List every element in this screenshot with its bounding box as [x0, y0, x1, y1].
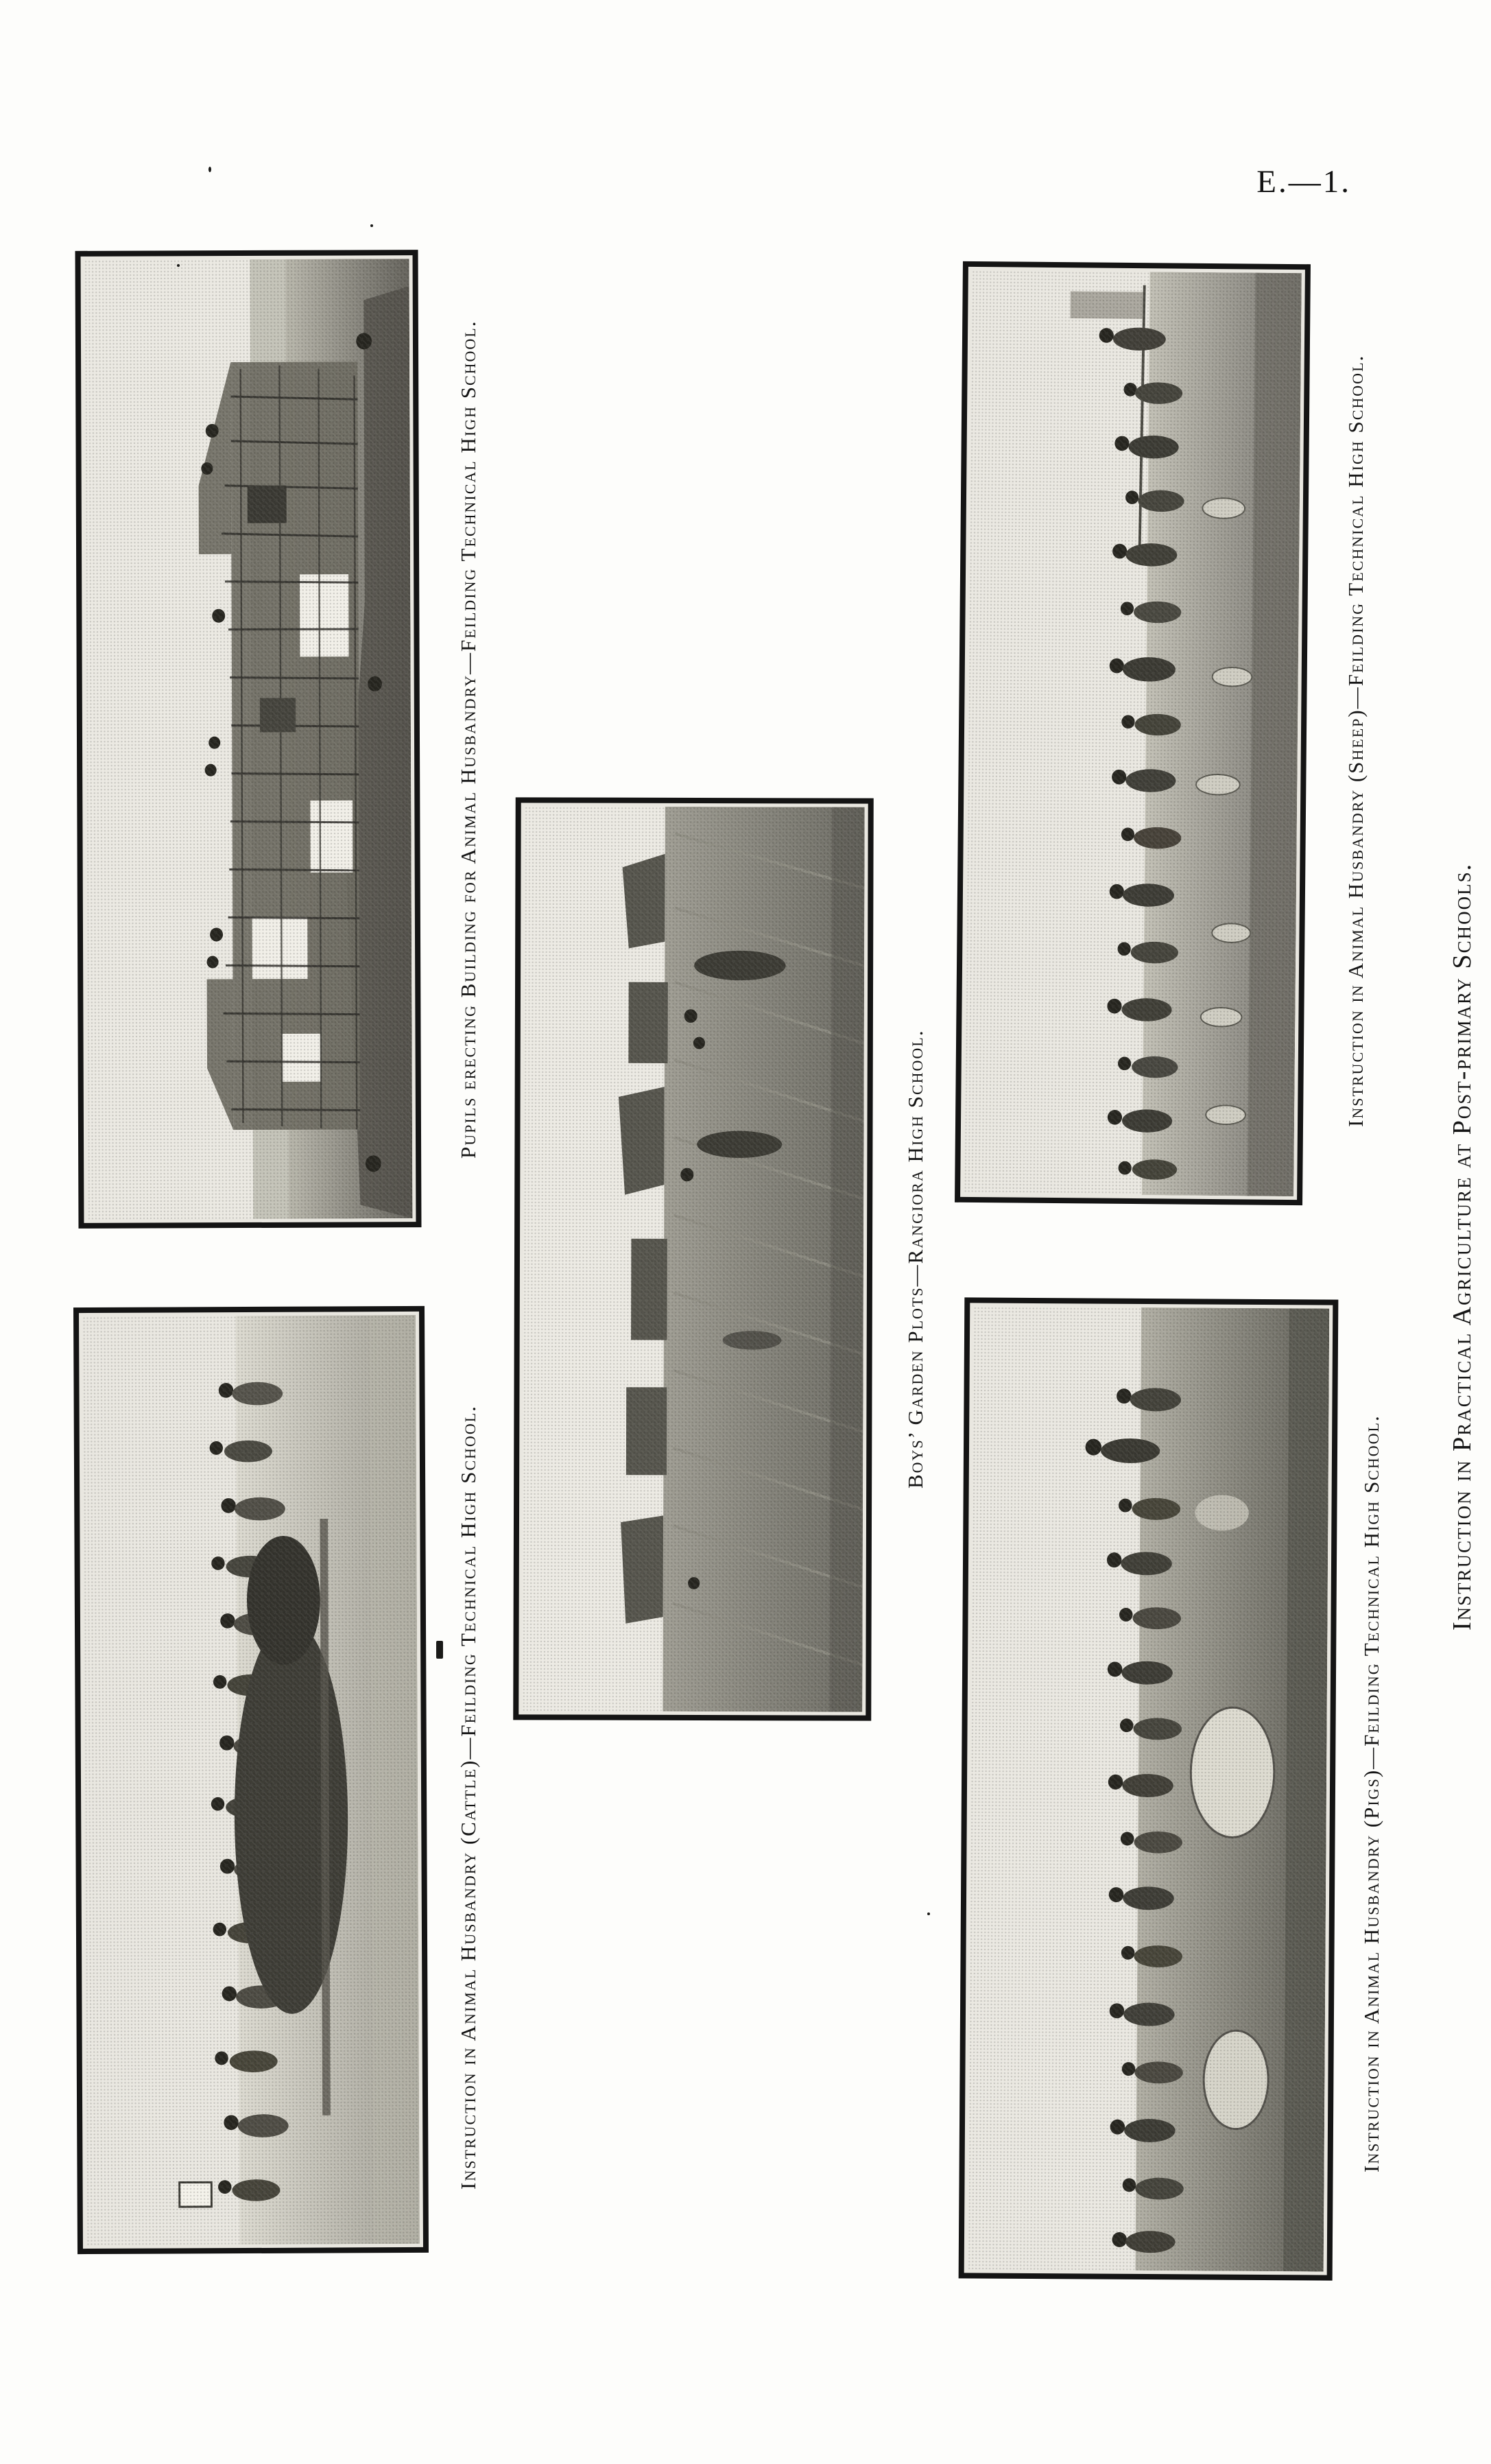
scan-speck	[370, 224, 373, 227]
photo-garden-plots	[513, 797, 874, 1720]
photo-pigs-husbandry	[959, 1297, 1339, 2280]
building-photo-art	[84, 259, 413, 1220]
scan-speck	[208, 167, 211, 172]
plate-title: Instruction in Practical Agriculture at Post-primary Schools.	[1448, 862, 1477, 1631]
photo-building-erection	[75, 250, 422, 1229]
photo-sheep-image	[964, 270, 1302, 1196]
page-number-label: E.—1.	[1256, 164, 1351, 200]
caption-sheep-husbandry: Instruction in Animal Husbandry (Sheep)—Feilding Technical High School.	[1344, 354, 1368, 1128]
photo-pigs-image	[968, 1306, 1330, 2271]
caption-building-erection: Pupils erecting Building for Animal Husbandry—Feilding Technical High School.	[456, 320, 480, 1159]
scan-speck	[436, 1641, 443, 1659]
cattle-photo-art	[82, 1315, 420, 2245]
photo-garden-image	[522, 806, 864, 1711]
scan-speck	[927, 1912, 930, 1915]
photo-building-image	[84, 259, 413, 1220]
photo-cattle-husbandry	[73, 1306, 429, 2254]
caption-cattle-husbandry: Instruction in Animal Husbandry (Cattle)—Feilding Technical High School.	[456, 1405, 480, 2190]
scan-speck	[177, 264, 180, 267]
sheep-photo-art	[964, 270, 1302, 1196]
photo-sheep-husbandry	[955, 261, 1311, 1205]
photo-cattle-image	[82, 1315, 420, 2245]
garden-photo-art	[522, 806, 864, 1711]
caption-pigs-husbandry: Instruction in Animal Husbandry (Pigs)—Feilding Technical High School.	[1359, 1414, 1383, 2173]
pigs-photo-art	[968, 1306, 1330, 2271]
caption-garden-plots: Boys’ Garden Plots—Rangiora High School.	[903, 1029, 927, 1489]
